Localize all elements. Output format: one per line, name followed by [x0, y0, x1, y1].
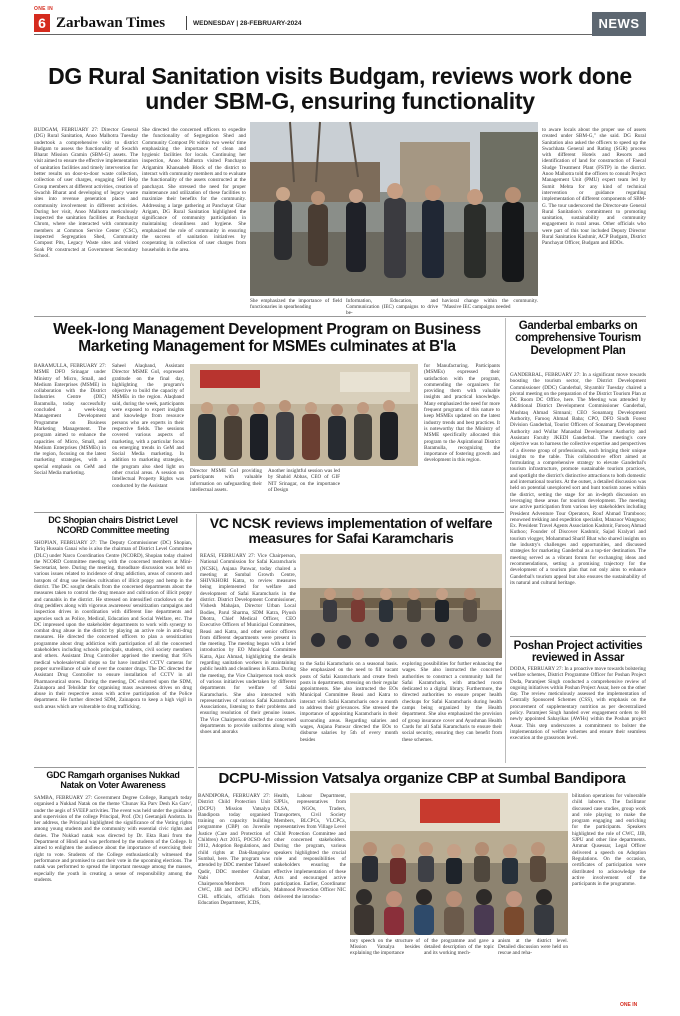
cbp-training-photo	[350, 793, 568, 935]
story5-photo	[300, 554, 502, 658]
story8-col1-text: BANDIPORA, FEBRUARY 27: District Child Protection Unit (DCPU) Mission Vatsalya Bandipora today organised training on capacity building programme (CBP) on Juvenile Justice (Care and Protection of Children) Act 2015, POCSO Act 2012, Adoption Regulations, and child rights at Dak-Bangalow Sumbal, here. The program was attended by DDC member Tahseef Qadir, DDC member Ghulam Nabi Ambar, Chairperson/Members from CWC, JJB and DCPU officials, CHL officials, officials from Education Department, ICDS,	[198, 793, 270, 907]
story2-headline: Week-long Management Development Program on Business Marketing Management for MSMEs culminates at B'la	[53, 321, 481, 355]
story8-col2	[274, 793, 346, 953]
story8-col5: anism at the district level. Detailed discussion were held on rescue and reha-	[498, 938, 568, 957]
story3-body	[510, 372, 646, 634]
story1-col2	[142, 127, 246, 345]
officials-field-inspection-photo	[250, 122, 538, 296]
divider-story7	[34, 767, 194, 768]
story2-col5-text: for Manufacturing. Participants (MSMEs) expressed their satisfaction with the program, commending the organizers for providing them with valuable insights and practical knowledge. Many emphasized the need for more frequent programs of this nature to keep MSMEs updated on the latest industry trends and best practices. It is noteworthy that the Ministry of MSME specifically allocated this program to the Aspirational District Baramulla, recognizing the importance of fostering growth and development in this region.	[424, 363, 500, 464]
story5-col3	[402, 661, 502, 765]
story1-col1	[34, 127, 138, 345]
story3-body-text: GANDERBAL, FEBRUARY 27: In a significant move towards boosting the tourism sector, the District Development Commissioner (DDC) Ganderbal, Shyambir Tuesday chaired a pivotal meeting on the preparation of the District Tourism Plan at DC Room DC Office, here. The Meeting was attended by Additional District Development Commissioner Ganderbal, Mushtaq Ahmad Simnani; CEO Sonamarg Development Authority, Farooq Ahmad Baba; CPO, DFO Sindh Forest Division Ganderbal, Tourist Officers of Sonamarg Development Authority and Wullar Manasbal Development Authority and Assistant Faculty JKEDI Ganderbal. The meeting's core objective was to harness the collective expertise and perspectives of a diverse group of professionals, each bringing their unique insights to the table. This collaborative effort aimed at formulating a comprehensive strategy to elevate Ganderbal's tourism infrastructure, promote sustainable tourism practices, and spotlight the district's distinctive attractions to both domestic and international tourists. At the outset, a detailed discussion was held on potential unexplored sort and hunt tourism zones within the district, setting the stage for an in-depth discussion on leveraging these areas for tourism development. The meeting saw active participation from various key stakeholders including President Adventure Tour Operators, Rouf Ahmad Trambooo; renowned trekking and expedition specialist, Manzoor Wangnoo; Ex. President Travel Agents Association Kashmir, Farooq Ahmad Kuthoo; Founder of Discover Kashmir, Sajad Kralyari and tourism vlogger, Mohammad Sharif Bhat who shared insights on the industry's challenges and opportunities, and discussed strategies for marketing Ganderbal as a top-tier destination. The meeting served as a vibrant forum for exchanging ideas and recommendations, setting a promising trajectory for the development of a tourism plan that not only aims to enhance Ganderbal's tourism appeal but also ensures the sustainability of its natural and cultural heritage.	[510, 372, 646, 586]
page-number: 6	[34, 14, 50, 32]
story4-headline: DC Shopian chairs District Level NCORD Committee meeting	[48, 515, 178, 535]
story1-caption-a: She emphasized the importance of field functionaries in spearheading	[250, 298, 342, 311]
story8-col6	[572, 793, 646, 958]
story1-col3-text: to aware locals about the proper use of assets created under SBM-G," she said. DG Rural Sanitation also asked the officers to speed up the Swachhata General and Rating (SGR) process with different Hotels and Resorts and identification of land for construction of Faecal Sludge Treatment Plant (FSTP) in the district. Anoo Malhotra told the officers to consult Project Management Unit (PMU) expert team led by Sumit Mehta for any kind of technical intervention or guidance regarding implementation of different components of SBM-G. The tour underscored the Director-ate General Rural Sanitation's commitment to promoting sanitation, sustainability and community engagement in rural areas. Other officials who were part of this tour included Deputy Director Rural Sanitation Kashmir, ACP Budgam, District Panchayat Officer, Budgam and BDOs.	[542, 127, 646, 247]
story8-col2-text: Health, Labour Department, SJPUs, representatives from DLSA, NGOs, Traders, Transporters, Civil Society Members, BLCPCs, VLCPCs, representatives from Village Level Child Protection Committee and other concerned stakeholders. During the program, various speakers highlighted the crucial role and responsibilities of stakeholders ensuring the effective implementation of these Acts and encouraged active participation. Earlier, Coordinator Mahmood Protection Officer NIC delivered the introduc-	[274, 793, 346, 900]
story4-body	[34, 540, 192, 764]
story2-col4	[268, 468, 340, 510]
ncsk-meeting-photo	[300, 554, 502, 658]
story2-photo	[190, 364, 418, 466]
story8-col6-text: bilitation operations for vulnerable child laborers. The facilitator discussed case studies, group work and role playing to make the program engaging and enriching for the participants. Speakers highlighted the role of CWC, JJB, SJPU and other line departments. Ammat Qusessar, Legal Officer delivered a speech on Adoption Regulations. On the occasion, certificates of participation were distributed to acknowledge the active involvement of the participants in the programme.	[572, 793, 646, 888]
story7-body-text: SAMBA, FEBRUARY 27: Government Degree College, Ramgarh today organised a Nukkad Natak on the theme 'Chunav Ka Parv Desh Ka Garv', under the aegis of SVEEP activities. The event was held under the guidance and supervision of the college Principal, Prof. (Dr.) Geetanjali Andotra. In her address, the Principal highlighted the significance of the Voting rights among young students and the community with essential civic rights and duties. The Nukkad natak was directed by Dr. Ekta Rani from the Department of Hindi and was performed by the students of the College. It aimed to enlighten the audience about the importance of exercising their right to vote. Students of the College enthusiastically witnessed the performance and promised to cast their vote in the upcoming elections. The natak was performed to spread the important message among the masses, especially the youth in creating a sense of responsibility among the students.	[34, 795, 192, 883]
divider-mid	[34, 512, 504, 513]
story1-col2-text: She directed the concerned officers to expedite the functionality of Segregation Shed and Community Compost Pit within two weeks' time emphasizing the importance of clean and hygienic facilities for locals. Continuing her inspection, Anoo Malhotra visited Panchayat Arigamim Khansaheb Block of the district to interact with community members and to evaluate the functionality of the assets constructed at the panchayat. She stressed the need for proper maintenance and utilization of these facilities to maximize their benefits for the community. Addressing a large gathering at Panchayat Ghar Arigam, DG Rural Sanitation highlighted the significance of community participation in maintaining cleanliness and hygiene. She emphasized the role of community in ensuring the success of sanitation initiatives by cooperating in collection of user charges from households in the area.	[142, 127, 247, 253]
story5-headline: VC NCSK reviews implementation of welfare measures for Safai Karamcharis	[209, 515, 493, 547]
brand-mark: ONE IN	[34, 6, 54, 12]
divider-right-story	[510, 636, 646, 637]
story2-col3	[190, 468, 262, 510]
story4-body-text: SHOPIAN, FEBRUARY 27: The Deputy Commissioner (DC) Shopian, Tariq Hussain Ganai who is also the chairman of District Level Committee (DLC) under Narco Coordination Centre (NCORD), Shopian today chaired the NCORD Committee meeting with the concerned members at Mini-Secretariat, here. During the meeting, threadbare discussion was held on various issues related to incidence of drug addiction, areas of concern and hotspots of drug use besides cultivation of illicit poppy and hemp in the district. The DC sought details from the concerned departments about the measures taken to control the drug menace and cultivation of illicit poppy and cannabis in the district. He stressed on intensified crackdown on the drug peddlers along with vigorous awareness/ sensitization campaigns and inspection drives in coordination with different line departments and agencies such as Police, Medical, Education and Social Welfare, etc. The DC impressed upon the stakeholder departments to work with synergy to combat drug abuse in the district by playing an active role in anti-drug measures. He directed the concerned officers to plan a sensitization programme about drug addiction with participation of all the concerned stakeholders including schools principals, students, civil society members and others. Assistant Drug Controller apprised the meeting that 95% medical wholesale/retail shops so far have installed CCTV cameras for proper surveillance of sale of over the counter drugs. The DC directed the Assistant Drug Controller to ensure installation of CCTV in all Pharmaceutical stores. During the meeting, DC exhorted upon the SDM, Zainapora and Tehsildar for organising mass awareness drives on drug abuse in their respective areas with active participation of the Police department. He further directed SDM, Zainapora to keep a high vigil in such areas which are vulnerable to drug trafficking.	[34, 540, 192, 710]
story8-col1	[198, 793, 270, 953]
story2-col5	[424, 363, 500, 510]
masthead	[34, 6, 646, 58]
story6-headline: Poshan Project activities reviewed in Assar	[513, 640, 643, 665]
story3-headline: Ganderbal embarks on comprehensive Tourism Development Plan	[515, 320, 641, 357]
story1-col1-text: BUDGAM, FEBRUARY 27: Director General (DG) Rural Sanitation, Anoo Malhotra Tuesday undertook a comprehensive visit to district Budgam to assess the functionality of Swachh Bharat Mission Gramin (SBM-G) assets. The visit aimed to ensure the effective implementation of sanitation facilities and timely intervention for better results on door-to-door waste collection, collection of user charges, engaging Self Help Group members at different activities, creation of Swachh Bharat and developing of legacy waste sites into revenue generation places and community involvement in different activities. During her visit, Anoo Malhotra meticulously inspected the sanitation facilities at Panchayat Chrom, where she interacted with community members at Common Service Center (CSC), inspected Segregation Shed, Community Compost Pits, Legacy Waste sites and visited Soak Pit constructed at Government Secondary School.	[34, 127, 138, 259]
story2-col3-text: Director MSME GoI providing participants with valuable information on safeguarding their intellectual assets.	[190, 468, 262, 493]
story8-headline: DCPU-Mission Vatsalya organize CBP at Sumbal Bandipora	[218, 770, 626, 787]
section-badge: NEWS	[592, 12, 646, 36]
story1-caption-b: Information, Education, and Communication (IEC) campaigns to drive be-	[346, 298, 438, 317]
story8-photo	[350, 793, 568, 935]
story6-body-text: DODA, FEBRUARY 27: In a proactive move towards bolstering welfare schemes, District Programme Officer for Poshan Project Doda, Paramjeet Singh conducted a comprehensive review of ongoing initiatives within Poshan Project Assar, here on the other day. The review meticulously assessed the implementation of Centrally Sponsored Schemes (CSS), with emphasis on the procurement of supplementary nutrition as per decentralized policy. Paramjeet Singh handed over engagement orders to 08 newly appointed Sahayikas (AWHs) within the Poshan project Assar. This step underscores a commitment to bolster the implementation of welfare schemes and ensure their seamless execution at the grassroots level.	[510, 666, 646, 742]
story1-col3	[542, 127, 646, 345]
paper-name: Zarbawan Times	[56, 15, 166, 31]
footer-brand-mark: ONE IN	[620, 1002, 638, 1008]
story7-body	[34, 795, 192, 945]
story5-col1-text: REASI, FEBRUARY 27: Vice Chairperson, National Commission for Safai Karamcharis (NCSK), Anjana Panwar, today chaired a meeting at Sumbal Growth Centre, SHIVKHORI Katra, to review measures being implemented for welfare and development of Safai Karamcharis in the district. District Development Commissioner, Vishesh Mahajan, Director Urban Local Bodies, Parul Sharma, SDM Katra, Piyush Dhotra, Chief Medical Officer, CEO Executive Officers of Municipal Committees, Reasi and Katra, and other senior officers from different departments were present in the meeting. The meeting began with a brief introduction by EO Municipal Committee Katra, Ajaz Ahmad, highlighting the details regarding sanitation workers in maintaining public health and cleanliness in Katra. During the meeting, the Vice Chairperson took stock of various initiatives undertaken by different departments for welfare of Safai Karamcharis. She also interacted with representatives of various Safai Karamcharis Associations, listening to their problems and ensuring resolution of their genuine issues. The Vice Chairperson directed the concerned departments to provide uniforms along with shoes and anoraks	[200, 553, 296, 736]
story8-col4: of the programme and gave a detailed description of the topic and its working mech-	[424, 938, 494, 957]
divider-left-column	[196, 514, 197, 862]
msme-program-group-photo	[190, 364, 418, 466]
story8-col3: tory speech on the structure of Mission Vatsalya besides explaining the importance	[350, 938, 420, 957]
story7-headline: GDC Ramgarh organises Nukkad Natak on Voter Awareness	[46, 770, 180, 790]
story1-headline: DG Rural Sanitation visits Budgam, reviews work done under SBM-G, ensuring functionality	[48, 63, 632, 114]
story2-col2-text: Saheel Alaqband, Assistant Director MSME GoI, expressed gratitude on the final day, highlighting the program's objective to build the capacity of MSMEs in the region. Alaqband said, during the week, participants were exposed to expert insights and knowledge from resource persons who are experts in their respective fields. The sessions covered various aspects of marketing, with a particular focus on emerging trends in GeM and Social Media marketing. In addition to marketing strategies, the program also shed light on other crucial areas. A session on Intellectual Property Rights was conducted by the Assistant	[112, 363, 184, 489]
divider-story8	[198, 767, 646, 768]
story2-col4-text: Another insightful session was led by Shahid Abbas, CEO of GIF NIT Srinagar, on the importance of Design	[268, 468, 340, 493]
story1-caption-c: havioral change within the community. "Massive IEC campaigns needed	[442, 298, 538, 311]
story2-col1	[34, 363, 106, 510]
date-line: WEDNESDAY | 28-FEBRUARY-2024	[193, 20, 302, 27]
masthead-rule	[34, 34, 592, 35]
story5-col1	[200, 553, 296, 765]
story5-col2	[300, 661, 398, 765]
story2-col1-text: BARAMULLA, FEBRUARY 27: MSME DFO Srinagar under Ministry of Micro, Small, and Medium Enterprises (MSME) in collaboration with the District Industries Centre (DIC) Baramulla, today successfully concluded a week-long Management Development Programme on Business Marketing Management. The program aimed to enhance the capacities of Micro, Small, and Medium Enterprises (MSMEs) in the region, focusing on the latest marketing strategies, with a special emphasis on GeM and Social Media marketing.	[34, 363, 106, 477]
masthead-separator	[186, 16, 187, 30]
story5-col3-text: exploring possibilities for further enhancing the wages. She also instructed the concerned authorities to construct a community hall for Safai Karamcharis, with attached room dedicated to a digital library. Furthermore, the directed authorities to ensure proper health checkups for Safai Karamcharis during health camps being organized by the Health department. She also emphasized the provision of group insurance cover and Ayushman Health Cards for all Safai Karamcharis to ensure their social security, ensuring they can benefit from these schemes.	[402, 661, 502, 743]
divider-top	[34, 316, 646, 317]
story1-photo	[250, 122, 538, 296]
story2-col2	[112, 363, 184, 510]
story5-col2-text: to the Safai Karamcharis on a seasonal basis. She emphasized on the need to fill vacant posts of Safai Karamcharis and create fresh posts in departments, stressing on their regular appointments. She also instructed the EOs Municipal Committee Reasi and Katra to interact with Safai Karamcharis once a month to address their grievances. She stressed the importance of appointing Karamcharis in their surrounding areas. Regarding salaries and wages, Anjana Panwar directed the EOs to disburse salaries by 5th of every month besides	[300, 661, 398, 743]
divider-right-column	[505, 318, 506, 763]
story6-body	[510, 666, 646, 764]
